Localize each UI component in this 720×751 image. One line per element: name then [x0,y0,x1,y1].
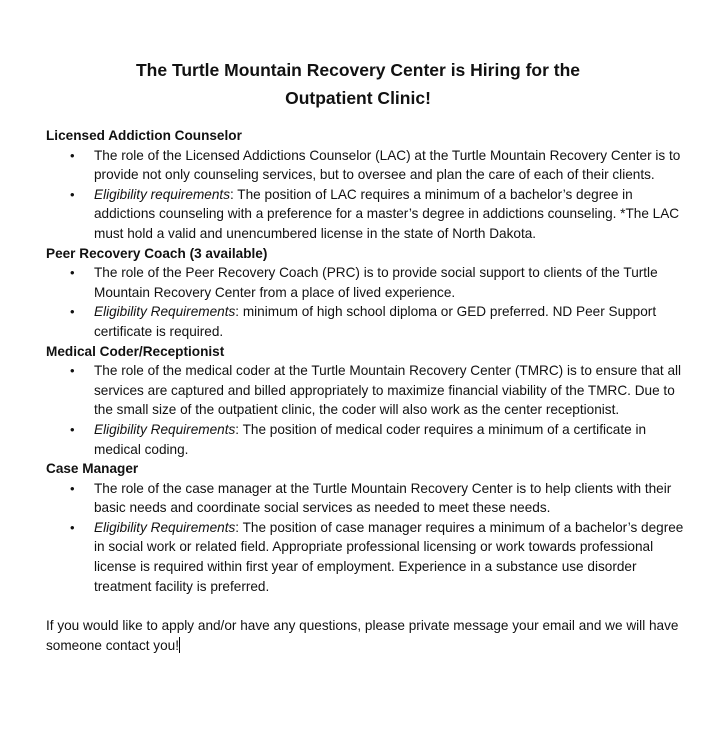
bullet-item [46,479,686,518]
bullet-icon: • [70,186,75,202]
bullet-text: The role of the Licensed Addictions Counselor (LAC) at the Turtle Mountain Recovery Center is to provide not only counseling services, but to oversee and plan the care of each of their clients. [94,147,681,183]
bullet-icon: • [70,480,75,496]
bullet-item [46,302,686,341]
bullet-text: The role of the case manager at the Turtle Mountain Recovery Center is to help clients with their basic needs and coordinate social services as needed to meet these needs. [94,480,672,516]
eligibility-label: Eligibility Requirements [94,421,236,437]
bullet-text: : The position of LAC requires a minimum of a bachelor’s degree in addictions counseling with a preference for a master’s degree in addictions counseling. *The LAC must hold a valid and unencumbered license in the state of North Dakota. [94,186,680,241]
eligibility-label: Eligibility requirements [94,186,230,202]
section-heading: Case Manager [46,461,139,477]
text-cursor [179,637,180,653]
page-title [0,56,716,112]
bullet-icon: • [70,363,75,379]
bullet-item [46,361,686,420]
bullet-item [46,185,686,244]
title-line-1: The Turtle Mountain Recovery Center is Hiring for the [135,60,581,80]
eligibility-label: Eligibility Requirements [94,519,236,535]
bullet-icon: • [70,147,75,163]
bullet-item [46,263,686,302]
job-listings [46,126,686,655]
bullet-text: : The position of medical coder requires a minimum of a certificate in medical coding. [94,421,647,457]
bullet-list [46,479,686,597]
bullet-icon: • [70,265,75,281]
section-heading: Licensed Addiction Counselor [46,128,242,143]
bullet-text: : The position of case manager requires a minimum of a bachelor’s degree in social work or related field. Appropriate professional licensing or work towards professional license is required within first year of employment. Experience in a substance use disorder treatment facility is preferred. [94,519,684,594]
bullet-list [46,146,686,244]
bullet-icon: • [70,304,75,320]
title-line-2: Outpatient Clinic! [285,88,431,108]
bullet-text: : minimum of high school diploma or GED preferred. ND Peer Support certificate is required. [94,304,657,339]
bullet-item [46,146,686,185]
closing-message [46,616,686,655]
bullet-list [46,263,686,341]
bullet-item [46,420,686,459]
bullet-item [46,518,686,596]
bullet-icon: • [70,421,75,437]
closing-text: If you would like to apply and/or have any questions, please private message your email and we will have someone contact you! [46,618,679,653]
eligibility-label: Eligibility Requirements [94,304,236,320]
bullet-icon: • [70,519,75,535]
bullet-text: The role of the Peer Recovery Coach (PRC) is to provide social support to clients of the Turtle Mountain Recovery Center from a place of lived experience. [94,265,658,300]
section-heading: Peer Recovery Coach (3 available) [46,245,268,261]
bullet-list [46,361,686,459]
section-heading: Medical Coder/Receptionist [46,343,225,359]
bullet-text: The role of the medical coder at the Turtle Mountain Recovery Center (TMRC) is to ensure that all services are captured and billed appropriately to maximize financial viability of the TMRC. Due to the small size of the outpatient clinic, the coder will also work as the center receptionist. [94,363,682,418]
